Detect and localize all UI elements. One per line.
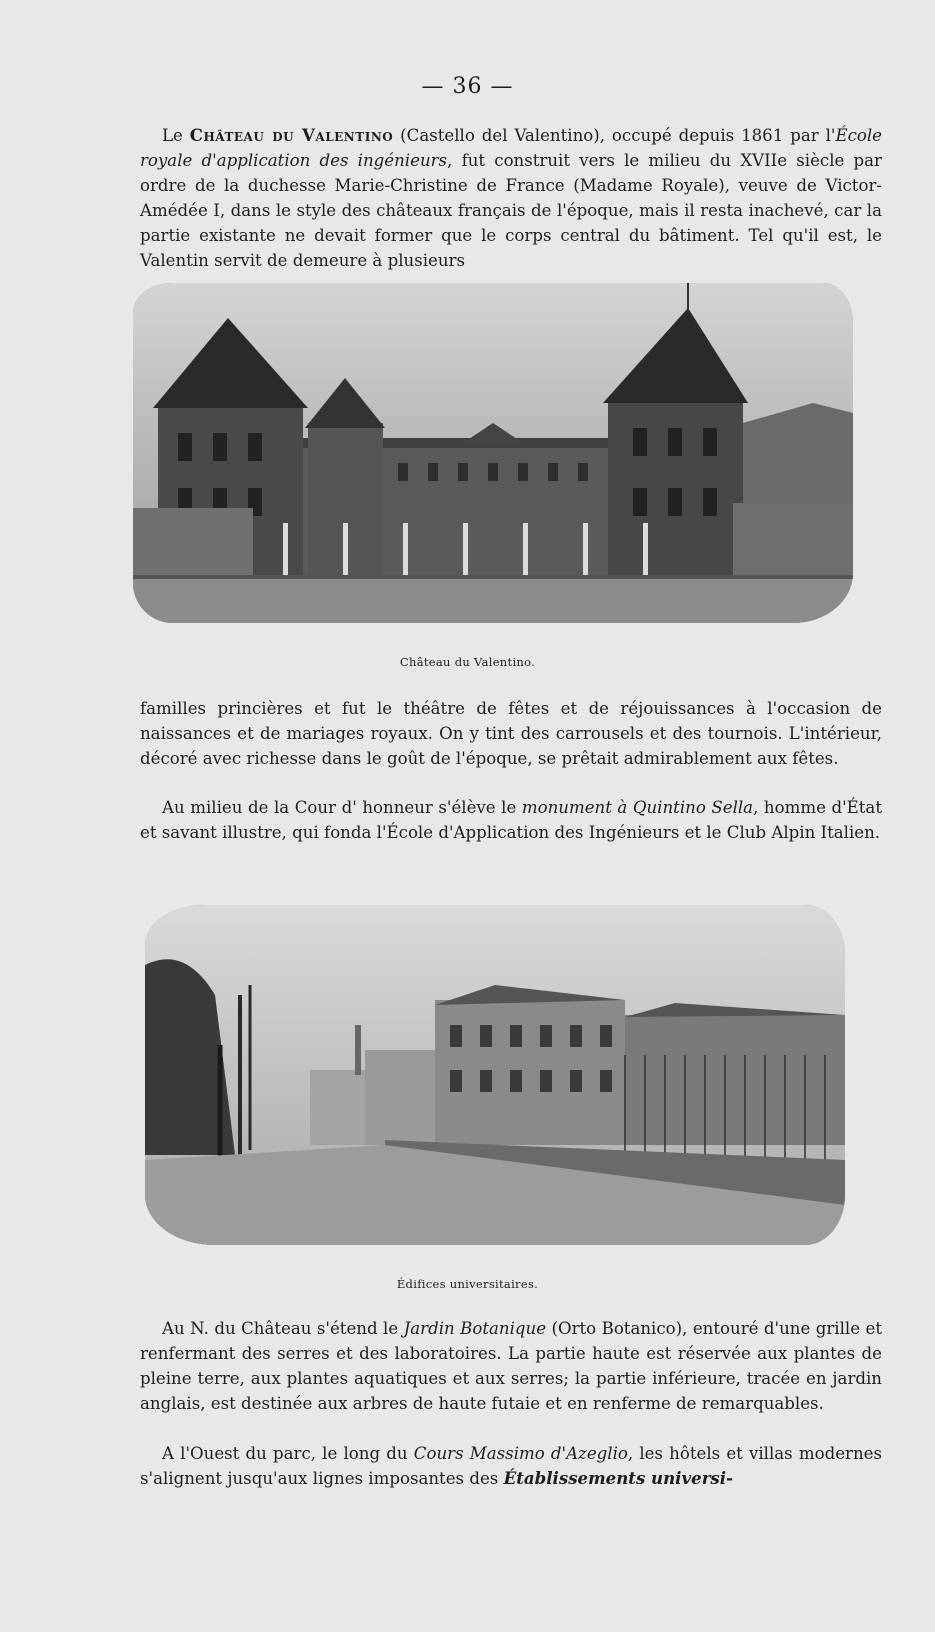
text-lead: Au N. du Château s'étend le [162, 1319, 404, 1338]
text: , homme d'État et savant illustre, qui fonda l'École d'Application des Ingénieurs et le Club Alpin Italien. [140, 798, 882, 842]
text: , fut construit vers le milieu du XVIIe siècle par ordre de la duchesse Marie-Christine de France (Madame Royale), veuve de Victor-Amédée I, dans le style des châteaux français de l'époque, mais il resta inachevé, car la partie existante ne devait former que le corps central du bâtiment. Tel qu'il est, le Valentin servit de demeure à plusieurs [140, 151, 882, 270]
text: (Castello del Valentino), occupé depuis 1861 par l' [393, 126, 836, 145]
caption-chateau: Château du Valentino. [399, 655, 536, 669]
chateau-illustration [133, 283, 853, 623]
text: (Orto Botanico), entouré d'une grille et renfermant des serres et des laboratoires. La partie haute est réservée aux plantes de pleine terre, aux plantes aquatiques et aux serres; la partie inférieure, tracée en jardin anglais, est destinée aux arbres de haute futaie et en renferme de remarquables. [140, 1319, 882, 1413]
paragraph-jardin-botanique [140, 1316, 882, 1416]
ecole-name: École royale d'application des ingénieurs [140, 126, 882, 170]
page-number: — 36 — [421, 74, 514, 99]
monument-name: monument à Quintino Sella [521, 798, 754, 817]
photo-chateau-valentino [133, 283, 853, 623]
paragraph-monument [140, 795, 882, 845]
edifices-illustration [145, 905, 845, 1245]
text-lead: Le [162, 126, 190, 145]
paragraph-ouest-parc [140, 1441, 882, 1491]
caption-edifices: Édifices universitaires. [396, 1277, 539, 1291]
paragraph-chateau-intro [140, 123, 882, 273]
photo-edifices-universitaires [145, 905, 845, 1245]
cours-name: Cours Massimo d'Azeglio [413, 1444, 628, 1463]
text-lead: A l'Ouest du parc, le long du [162, 1444, 414, 1463]
chateau-title: Château du Valentino [189, 125, 394, 145]
jardin-name: Jardin Botanique [403, 1319, 547, 1338]
paragraph-familles: familles princières et fut le théâtre de fêtes et de réjouissances à l'occasion de naissances et de mariages royaux. On y tint des carrousels et des tournois. L'intérieur, décoré avec richesse dans le goût de l'époque, se prêtait admirablement aux fêtes. [140, 699, 882, 768]
text-lead: Au milieu de la Cour d' honneur s'élève le [162, 798, 522, 817]
etablissements-name: Établissements universi- [503, 1468, 733, 1488]
text: , les hôtels et villas modernes s'alignent jusqu'aux lignes imposantes des [140, 1444, 882, 1488]
